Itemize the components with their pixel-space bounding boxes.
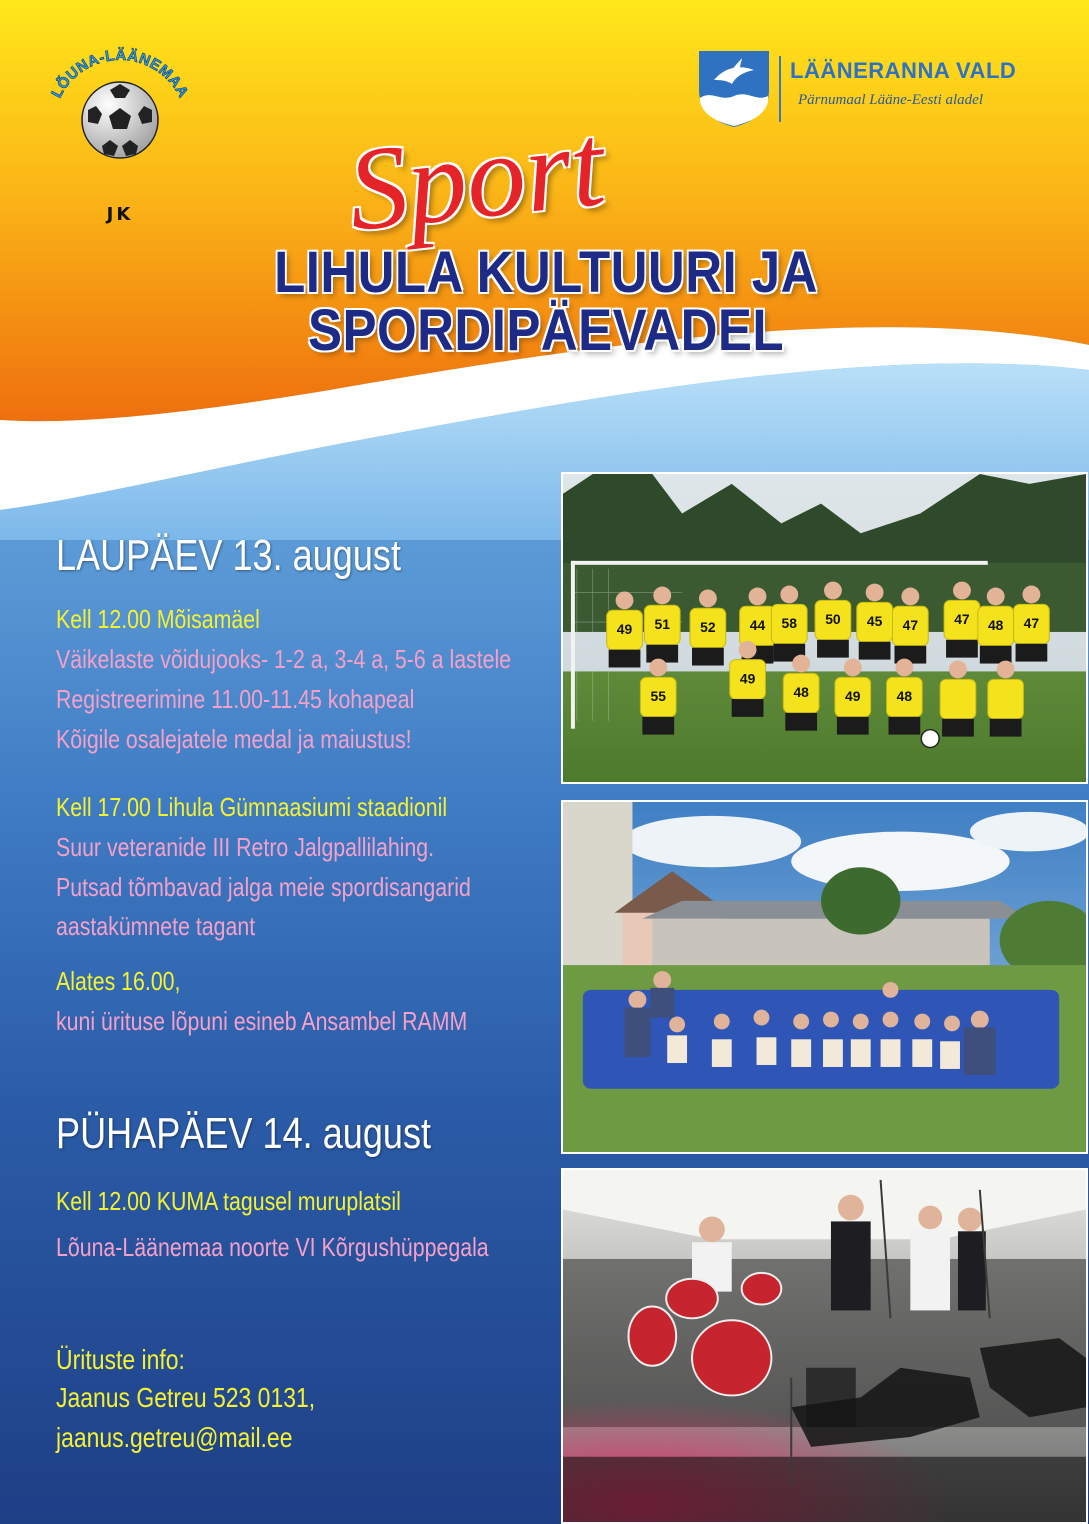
band-performance-photo (561, 1168, 1088, 1524)
player-shorts (1016, 644, 1048, 662)
jersey-number: 48 (987, 617, 1004, 633)
saturday-heading: LAUPÄEV 13. august (56, 531, 401, 580)
jersey-number: 55 (650, 688, 666, 705)
player-head (953, 582, 971, 600)
player-head (616, 591, 634, 609)
player-shorts (817, 640, 849, 658)
sport-script-title: Sport (341, 98, 610, 256)
event-detail: Kõigile osalejatele medal ja maiustus! (56, 724, 412, 754)
event-detail: Väikelaste võidujooks- 1-2 a, 3-4 a, 5-6 a lastele (56, 644, 512, 674)
team-photo-image (563, 474, 1086, 782)
jersey-number: 49 (616, 620, 633, 637)
award-ceremony-image (563, 802, 1086, 1152)
jersey-number: 48 (896, 688, 913, 705)
player-head (699, 590, 717, 608)
player-jersey (940, 679, 976, 718)
municipality-name: LÄÄNERANNA VALD (790, 58, 1017, 83)
player-head (792, 655, 810, 673)
jersey-number: 45 (866, 613, 883, 630)
poster-title: LIHULA KULTUURI JA SPORDIPÄEVADEL (274, 240, 818, 363)
jersey-number: 47 (902, 617, 919, 633)
jersey-number: 47 (1023, 615, 1040, 631)
player-shorts (946, 640, 978, 658)
soccer-ball-icon (80, 80, 160, 160)
player-head (739, 641, 757, 659)
event-detail: Lõuna-Läänemaa noorte VI Kõrgushüppegala (56, 1232, 489, 1262)
band-performance-image (563, 1170, 1086, 1522)
club-logo-name: LÕUNA-LÄÄNEMAA (48, 46, 192, 101)
player-head (653, 587, 671, 605)
player-head (949, 661, 967, 679)
player-head (901, 588, 919, 606)
player-shorts (889, 717, 921, 735)
municipality-coat-of-arms-icon (698, 50, 770, 128)
player-head (749, 588, 767, 606)
event-time-place: Kell 17.00 Lihula Gümnaasiumi staadionil (56, 792, 448, 822)
award-ceremony-photo (561, 800, 1088, 1154)
player-head (987, 588, 1005, 606)
jersey-number: 52 (700, 618, 716, 635)
contact-label: Ürituste info: (56, 1344, 185, 1375)
jersey-number: 58 (781, 615, 797, 631)
contact-email[interactable]: jaanus.getreu@mail.ee (56, 1422, 293, 1453)
player-shorts (837, 717, 869, 735)
player-shorts (859, 642, 891, 660)
event-detail: aastakümnete tagant (56, 911, 256, 941)
player-shorts (785, 713, 817, 731)
player-jersey (988, 679, 1024, 718)
player-shorts (609, 650, 641, 668)
event-time-place: Alates 16.00, (56, 966, 181, 996)
player-head (866, 584, 884, 602)
jersey-number: 44 (749, 617, 766, 633)
player-shorts (942, 719, 974, 737)
player-shorts (692, 648, 724, 666)
jersey-number: 48 (793, 684, 809, 701)
event-detail: kuni ürituse lõpuni esineb Ansambel RAMM (56, 1006, 468, 1036)
sunday-heading: PÜHAPÄEV 14. august (56, 1109, 432, 1158)
contact-person-phone: Jaanus Getreu 523 0131, (56, 1382, 316, 1413)
municipality-logo (698, 50, 1058, 130)
jersey-number: 49 (845, 688, 861, 705)
municipality-tagline: Pärnumaal Lääne-Eesti aladel (798, 92, 983, 108)
player-head (824, 582, 842, 600)
event-detail: Putsad tõmbavad jalga meie spordisangarid (56, 872, 471, 902)
player-head (780, 586, 798, 604)
player-head (844, 659, 862, 677)
player-head (895, 659, 913, 677)
player-shorts (732, 699, 764, 717)
jersey-number: 47 (954, 611, 970, 628)
player-head (997, 661, 1015, 679)
event-time-place: Kell 12.00 Mõisamäel (56, 604, 260, 634)
event-time-place: Kell 12.00 KUMA tagusel muruplatsil (56, 1186, 401, 1216)
jersey-number: 49 (739, 670, 756, 687)
team-photo (561, 472, 1088, 784)
player-head (649, 659, 667, 677)
event-detail: Suur veteranide III Retro Jalgpallilahing. (56, 832, 435, 862)
player-shorts (990, 719, 1022, 737)
player-shorts (642, 717, 674, 735)
event-detail: Registreerimine 11.00-11.45 kohapeal (56, 684, 415, 714)
player-head (1022, 586, 1040, 604)
club-logo-initials: JK (106, 204, 134, 225)
club-logo (40, 42, 200, 225)
municipality-logo-divider (779, 56, 781, 122)
jersey-number: 51 (654, 616, 670, 632)
jersey-number: 50 (825, 611, 841, 628)
